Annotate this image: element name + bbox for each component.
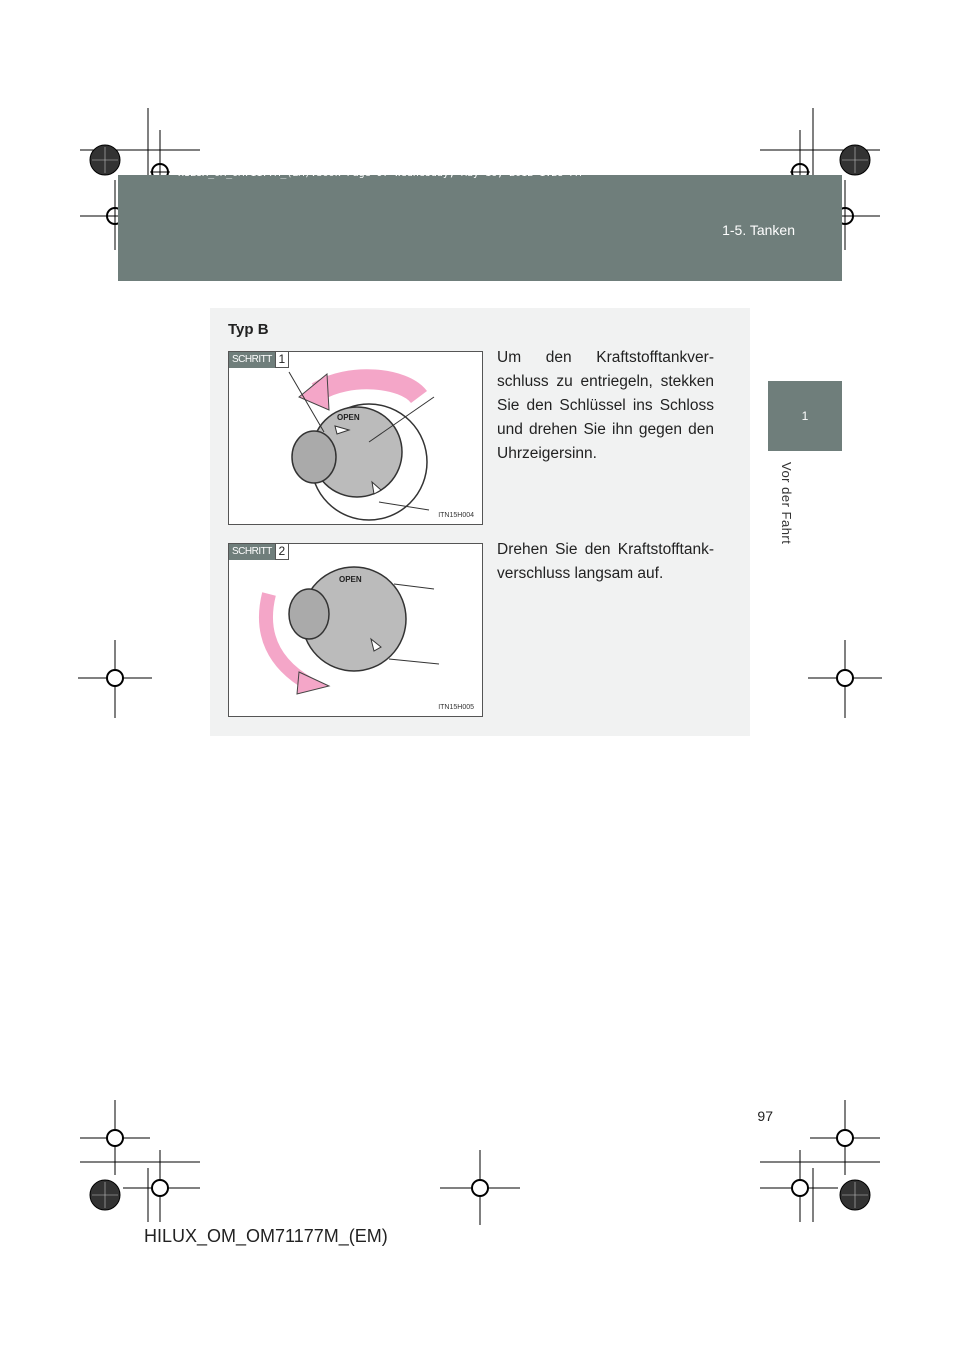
figure-code: ITN15H004 [438, 512, 474, 519]
cap-open-label: OPEN [337, 413, 360, 422]
step-1-text: Um den Kraftstofftankverschluss zu entriegeln, stekken Sie den Schlüssel ins Schloss und drehen Sie ihn gegen den Uhrzeigersinn. [497, 349, 714, 462]
step-number: 1 [275, 352, 289, 368]
panel-heading: Typ B [228, 321, 269, 338]
step-word: SCHRITT [229, 352, 275, 368]
page-number: 97 [757, 1108, 773, 1124]
step-1-badge [229, 352, 289, 368]
book-info-line: HILUX_OM_OM71177M_(EM).book Page 97 Wednesday, May 16, 2012 1:28 PM [178, 168, 582, 179]
step-2-figure [228, 543, 483, 717]
footer-doc-code: HILUX_OM_OM71177M_(EM) [144, 1226, 388, 1246]
key [292, 431, 336, 483]
rotate-arrow-head [299, 374, 329, 410]
fuel-cap-open-illustration [229, 544, 482, 716]
step-1-figure [228, 351, 483, 525]
chapter-number: 1 [801, 409, 809, 423]
step-word: SCHRITT [229, 544, 275, 560]
section-title: 1-5. Tanken [722, 222, 795, 238]
step-2-badge [229, 544, 289, 560]
step-number: 2 [275, 544, 289, 560]
step-2-text: Drehen Sie den Kraftstofftankverschluss langsam auf. [497, 541, 714, 582]
cap-open-label: OPEN [339, 575, 362, 584]
fuel-cap-unlock-illustration [229, 352, 482, 524]
chapter-label: Vor der Fahrt [779, 462, 794, 545]
figure-code: ITN15H005 [438, 704, 474, 711]
key [289, 589, 329, 639]
rotate-arrow-body [317, 379, 419, 397]
rotate-arrow-head [297, 672, 329, 694]
chapter-tab [768, 381, 842, 451]
